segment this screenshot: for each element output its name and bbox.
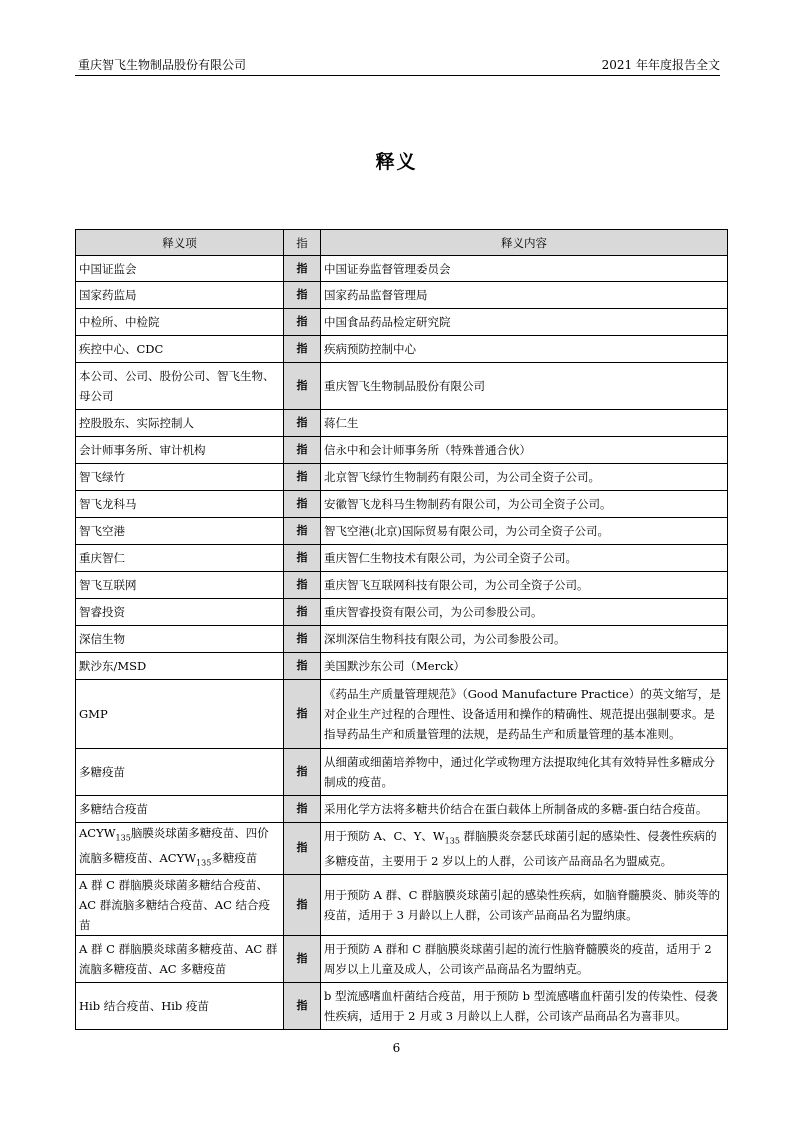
term-cell: 多糖结合疫苗	[76, 796, 284, 823]
zhi-cell: 指	[284, 935, 321, 982]
term-cell: 默沙东/MSD	[76, 653, 284, 680]
table-row	[76, 796, 728, 823]
zhi-cell: 指	[284, 518, 321, 545]
header-zhi: 指	[284, 230, 321, 256]
definition-cell: 信永中和会计师事务所（特殊普通合伙）	[321, 437, 728, 464]
definitions-table	[75, 229, 728, 1030]
table-row	[76, 874, 728, 935]
zhi-cell: 指	[284, 363, 321, 410]
definition-cell: 美国默沙东公司（Merck）	[321, 653, 728, 680]
page-title: 释义	[375, 151, 418, 173]
table-row	[76, 599, 728, 626]
term-cell: 智飞龙科马	[76, 491, 284, 518]
subscript: 135	[196, 858, 212, 868]
header-company: 重庆智飞生物制品股份有限公司	[78, 58, 247, 72]
table-row	[76, 545, 728, 572]
table-row	[76, 626, 728, 653]
zhi-cell: 指	[284, 653, 321, 680]
table-row	[76, 363, 728, 410]
table-row	[76, 572, 728, 599]
zhi-cell: 指	[284, 626, 321, 653]
definition-cell: 中国证券监督管理委员会	[321, 256, 728, 282]
zhi-cell: 指	[284, 572, 321, 599]
definition-cell: 安徽智飞龙科马生物制药有限公司，为公司全资子公司。	[321, 491, 728, 518]
table-row	[76, 282, 728, 309]
term-cell: 本公司、公司、股份公司、智飞生物、母公司	[76, 363, 284, 410]
subscript: 135	[115, 833, 131, 843]
definition-cell: 从细菌或细菌培养物中，通过化学或物理方法提取纯化其有效特异性多糖成分制成的疫苗。	[321, 749, 728, 796]
definition-cell: 重庆智睿投资有限公司，为公司参股公司。	[321, 599, 728, 626]
zhi-cell: 指	[284, 749, 321, 796]
zhi-cell: 指	[284, 336, 321, 363]
term-cell: GMP	[76, 680, 284, 749]
zhi-cell: 指	[284, 309, 321, 336]
definition-cell: 用于预防 A 群和 C 群脑膜炎球菌引起的流行性脑脊髓膜炎的疫苗，适用于 2 周岁以上儿童及成人，公司该产品商品名为盟纳克。	[321, 935, 728, 982]
table-row	[76, 518, 728, 545]
table-header-row	[76, 230, 728, 256]
table-row	[76, 935, 728, 982]
definition-cell: b 型流感嗜血杆菌结合疫苗，用于预防 b 型流感嗜血杆菌引发的传染性、侵袭性疾病，适用于 2 月或 3 月龄以上人群，公司该产品商品名为喜菲贝。	[321, 982, 728, 1029]
definition-cell: 中国食品药品检定研究院	[321, 309, 728, 336]
term-cell: 智飞空港	[76, 518, 284, 545]
term-text: 脑膜炎球菌多糖疫苗、四价流脑多糖疫苗、ACYW	[79, 826, 269, 866]
table-row	[76, 410, 728, 437]
definition-cell: 用于预防 A 群、C 群脑膜炎球菌引起的感染性疾病，如脑脊髓膜炎、肺炎等的疫苗，适用于 3 月龄以上人群，公司该产品商品名为盟纳康。	[321, 874, 728, 935]
table-row	[76, 464, 728, 491]
term-cell: 多糖疫苗	[76, 749, 284, 796]
zhi-cell: 指	[284, 437, 321, 464]
table-row	[76, 982, 728, 1029]
term-cell: 中国证监会	[76, 256, 284, 282]
definition-cell: 《药品生产质量管理规范》（Good Manufacture Practice）的英文缩写，是对企业生产过程的合理性、设备适用和操作的精确性、规范提出强制要求。是指导药品生产和质量管理的法规，是药品生产和质量管理的基本准则。	[321, 680, 728, 749]
term-cell: 智飞绿竹	[76, 464, 284, 491]
term-cell: Hib 结合疫苗、Hib 疫苗	[76, 982, 284, 1029]
definition-cell: 北京智飞绿竹生物制药有限公司，为公司全资子公司。	[321, 464, 728, 491]
definition-text: 群脑膜炎奈瑟氏球菌引起的感染性、侵袭性疾病的多糖疫苗，主要用于 2 岁以上的人群，公司该产品商品名为盟威克。	[324, 828, 717, 868]
page-header	[75, 56, 720, 74]
term-cell: 国家药监局	[76, 282, 284, 309]
zhi-cell: 指	[284, 410, 321, 437]
subscript: 135	[444, 835, 460, 845]
zhi-cell: 指	[284, 796, 321, 823]
term-cell: 控股股东、实际控制人	[76, 410, 284, 437]
table-row	[76, 336, 728, 363]
definition-cell: 重庆智飞生物制品股份有限公司	[321, 363, 728, 410]
table-row	[76, 653, 728, 680]
term-text: ACYW	[79, 826, 116, 840]
zhi-cell: 指	[284, 823, 321, 875]
table-row	[76, 491, 728, 518]
page-number: 6	[392, 1041, 401, 1055]
term-cell: 中检所、中检院	[76, 309, 284, 336]
term-cell: A 群 C 群脑膜炎球菌多糖疫苗、AC 群流脑多糖疫苗、AC 多糖疫苗	[76, 935, 284, 982]
zhi-cell: 指	[284, 874, 321, 935]
definition-cell: 深圳深信生物科技有限公司，为公司参股公司。	[321, 626, 728, 653]
header-report-title: 2021 年年度报告全文	[601, 58, 720, 72]
definition-cell: 疾病预防控制中心	[321, 336, 728, 363]
term-cell: 重庆智仁	[76, 545, 284, 572]
header-divider	[75, 75, 720, 76]
header-term: 释义项	[76, 230, 284, 256]
term-cell: 智睿投资	[76, 599, 284, 626]
term-text: 多糖疫苗	[211, 851, 258, 866]
definition-cell	[321, 823, 728, 875]
zhi-cell: 指	[284, 599, 321, 626]
term-cell	[76, 823, 284, 875]
table-row	[76, 256, 728, 282]
definition-cell: 国家药品监督管理局	[321, 282, 728, 309]
term-cell: A 群 C 群脑膜炎球菌多糖结合疫苗、AC 群流脑多糖结合疫苗、AC 结合疫苗	[76, 874, 284, 935]
table-row	[76, 749, 728, 796]
term-cell: 智飞互联网	[76, 572, 284, 599]
table-row	[76, 309, 728, 336]
zhi-cell: 指	[284, 256, 321, 282]
term-cell: 疾控中心、CDC	[76, 336, 284, 363]
zhi-cell: 指	[284, 982, 321, 1029]
header-definition: 释义内容	[321, 230, 728, 256]
term-cell: 深信生物	[76, 626, 284, 653]
zhi-cell: 指	[284, 464, 321, 491]
table-row	[76, 823, 728, 875]
zhi-cell: 指	[284, 491, 321, 518]
definition-text: 用于预防 A、C、Y、W	[324, 828, 445, 843]
zhi-cell: 指	[284, 545, 321, 572]
definition-cell: 重庆智仁生物技术有限公司，为公司全资子公司。	[321, 545, 728, 572]
definition-cell: 重庆智飞互联网科技有限公司，为公司全资子公司。	[321, 572, 728, 599]
definition-cell: 采用化学方法将多糖共价结合在蛋白载体上所制备成的多糖-蛋白结合疫苗。	[321, 796, 728, 823]
zhi-cell: 指	[284, 680, 321, 749]
zhi-cell: 指	[284, 282, 321, 309]
table-row	[76, 680, 728, 749]
table-row	[76, 437, 728, 464]
definition-cell: 智飞空港(北京)国际贸易有限公司，为公司全资子公司。	[321, 518, 728, 545]
definition-cell: 蒋仁生	[321, 410, 728, 437]
term-cell: 会计师事务所、审计机构	[76, 437, 284, 464]
